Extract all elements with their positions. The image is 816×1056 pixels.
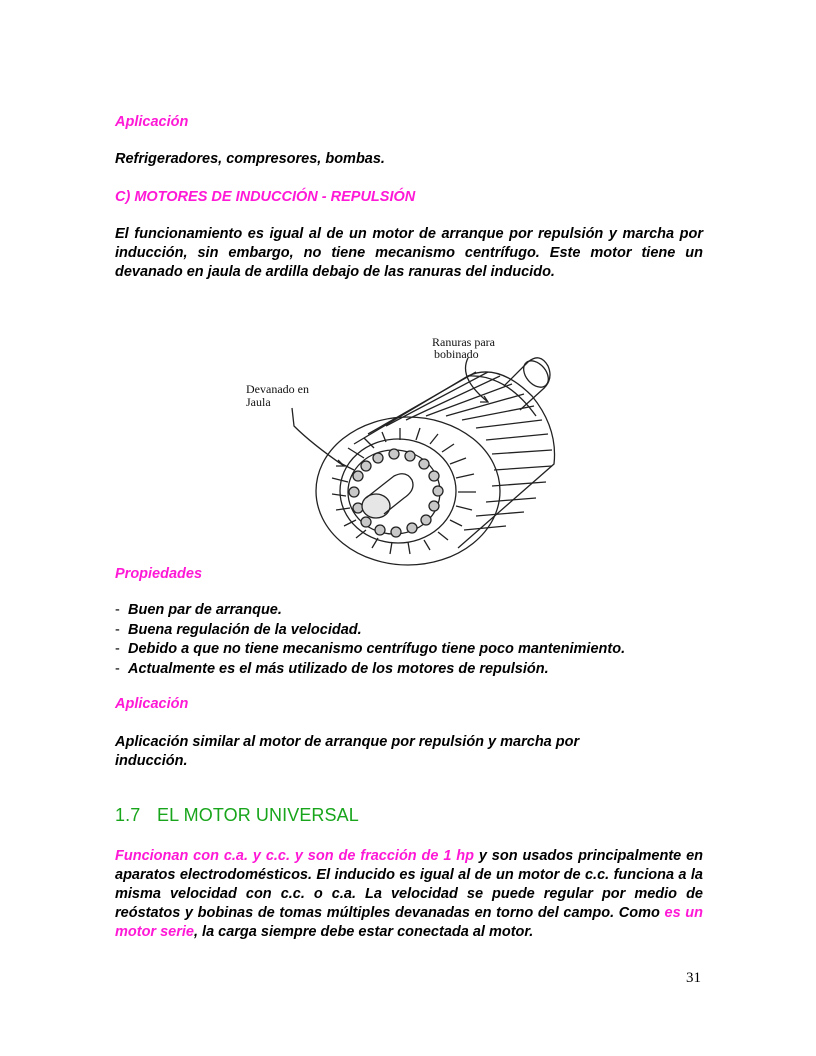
section-c-paragraph: El funcionamiento es igual al de un motor de arranque por repulsión y marcha por inducción, sin embargo, no tiene mecanismo centrífugo. Este motor tiene un devanado en jaula de ardilla debajo de las ranuras del inducido. [115,226,703,280]
aplicacion-text-2: Aplicación similar al motor de arranque por repulsión y marcha por inducción. [115,734,580,769]
aplicacion-heading-1: Aplicación [115,114,189,130]
aplicacion-text-1: Refrigeradores, compresores, bombas. [115,151,385,167]
label-ranuras-line1: Ranuras para [432,335,495,349]
label-devanado-line1: Devanado en [246,382,309,396]
universal-text-2: , la carga siempre debe estar conectada al motor. [193,924,534,940]
label-devanado-line2: Jaula [246,395,271,409]
propiedades-list [115,601,715,679]
section-title: EL MOTOR UNIVERSAL [157,805,359,825]
list-item: - Buena regulación de la velocidad. [115,621,362,638]
list-item: - Buen par de arranque. [115,602,282,618]
list-item: - Debido a que no tiene mecanismo centrífugo tiene poco mantenimiento. [115,641,626,657]
rotor-figure [236,326,606,566]
page-number: 31 [686,970,701,986]
label-ranuras-line2: bobinado [434,347,479,361]
universal-highlight-2: es un motor serie [115,905,703,940]
universal-text-1: y son usados principalmente en aparatos electrodomésticos. El inducido es igual al de un motor de c.c. funciona a la misma velocidad con c.c. o c.a. La velocidad se puede regular por medio de reóstatos y bobinas de tomas múltiples devanadas en torno del campo. Como [115,848,704,921]
section-17-heading [115,805,359,826]
rotor-illustration [236,326,606,566]
aplicacion-heading-2: Aplicación [115,696,189,712]
universal-paragraph [115,847,703,942]
propiedades-heading: Propiedades [115,566,203,582]
universal-highlight-1: Funcionan con c.a. y c.c. y son de fracción de 1 hp [115,848,474,864]
section-c-heading: C) MOTORES DE INDUCCIÓN - REPULSIÓN [115,189,416,205]
section-number: 1.7 [115,805,141,825]
list-item: - Actualmente es el más utilizado de los motores de repulsión. [115,660,549,677]
